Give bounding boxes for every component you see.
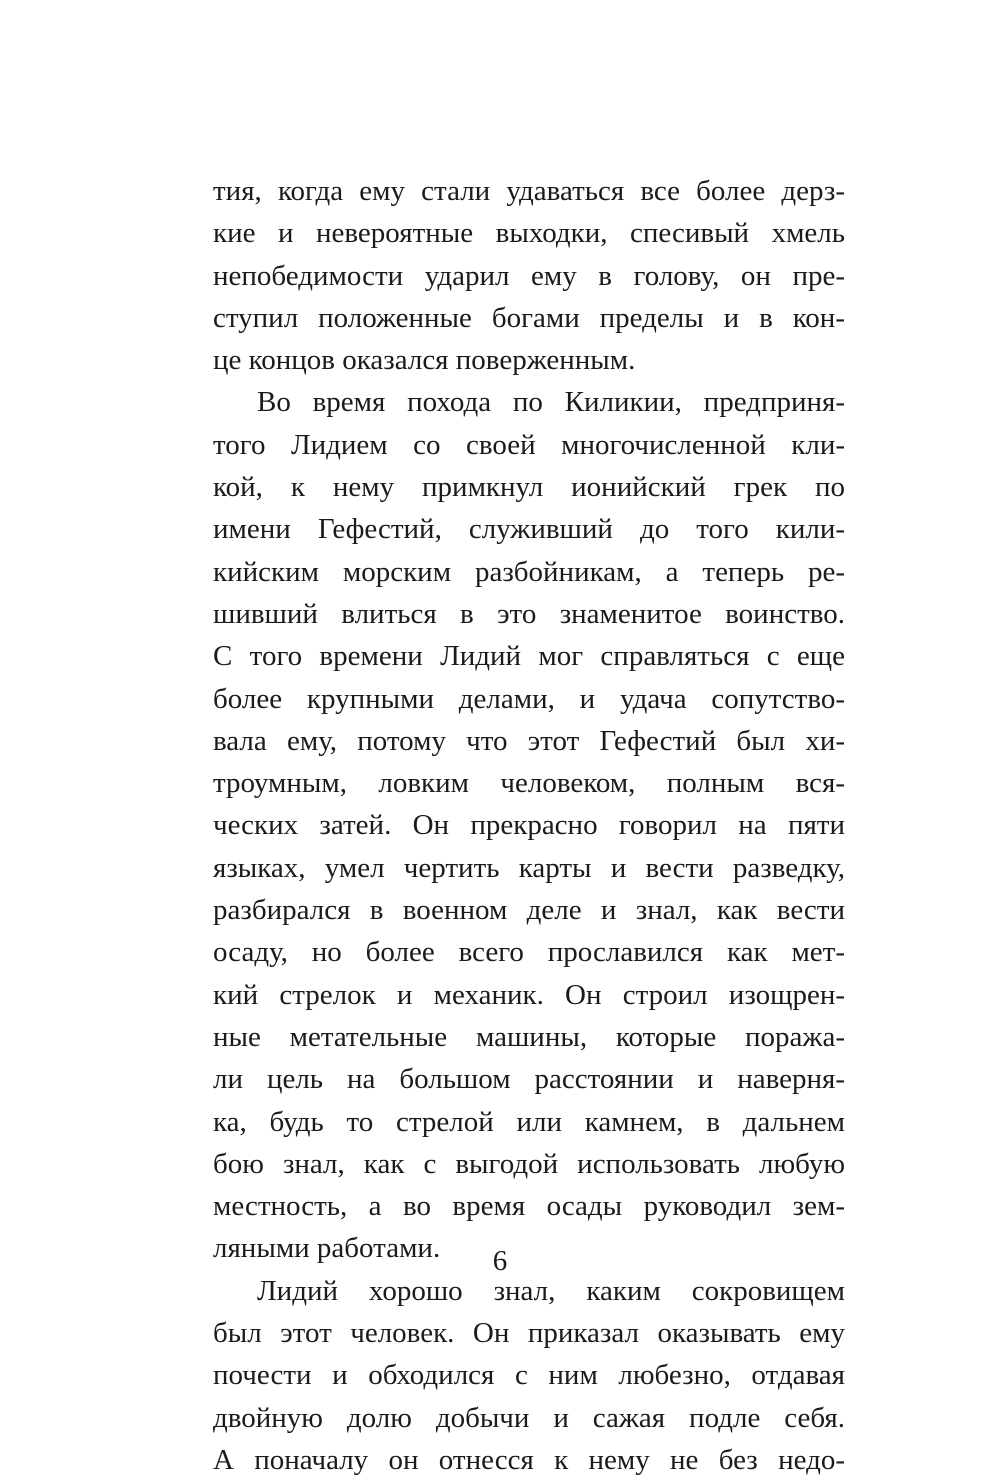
text-line: ка, будь то стрелой или камнем, в дальнем xyxy=(213,1105,845,1138)
text-line: А поначалу он отнесся к нему не без недо- xyxy=(213,1443,845,1476)
text-line: непобедимости ударил ему в голову, он пре- xyxy=(213,259,845,292)
text-line: имени Гефестий, служивший до того кили- xyxy=(213,513,845,546)
text-line: более крупными делами, и удача сопутство- xyxy=(213,682,845,715)
text-line: был этот человек. Он приказал оказывать ему xyxy=(213,1317,845,1350)
text-line: вала ему, потому что этот Гефестий был хи- xyxy=(213,724,845,757)
text-line: разбирался в военном деле и знал, как вести xyxy=(213,894,845,927)
text-line: местность, а во время осады руководил зем- xyxy=(213,1190,845,1223)
text-line: языках, умел чертить карты и вести разведку, xyxy=(213,851,845,884)
text-line: того Лидием со своей многочисленной кли- xyxy=(213,428,845,461)
text-line: троумным, ловким человеком, полным вся- xyxy=(213,767,845,800)
text-line: Во время похода по Киликии, предприня- xyxy=(257,386,845,419)
text-line: Лидий хорошо знал, каким сокровищем xyxy=(257,1274,845,1307)
text-line: ступил положенные богами пределы и в кон- xyxy=(213,301,845,334)
text-line: шивший влиться в это знаменитое воинство. xyxy=(213,597,845,630)
body-text xyxy=(213,170,845,1481)
text-line: двойную долю добычи и сажая подле себя. xyxy=(213,1401,845,1434)
text-line: кой, к нему примкнул ионийский грек по xyxy=(213,471,845,504)
text-line: почести и обходился с ним любезно, отдавая xyxy=(213,1359,845,1392)
text-line: ные метательные машины, которые поража- xyxy=(213,1020,845,1053)
text-line: ляными работами. xyxy=(213,1232,441,1265)
text-line: ческих затей. Он прекрасно говорил на пяти xyxy=(213,809,845,842)
page-number: 6 xyxy=(492,1245,508,1277)
text-line: бою знал, как с выгодой использовать любую xyxy=(213,1147,845,1180)
text-line: кий стрелок и механик. Он строил изощрен- xyxy=(213,978,845,1011)
text-line: це концов оказался поверженным. xyxy=(213,344,636,377)
text-line: С того времени Лидий мог справляться с еще xyxy=(213,640,845,673)
text-line: кие и невероятные выходки, спесивый хмель xyxy=(213,217,845,250)
text-line: ли цель на большом расстоянии и наверня- xyxy=(213,1063,845,1096)
text-line: тия, когда ему стали удаваться все более дерз- xyxy=(213,175,845,207)
text-line: осаду, но более всего прославился как мет- xyxy=(213,936,845,969)
text-line: кийским морским разбойникам, а теперь ре- xyxy=(213,555,845,588)
